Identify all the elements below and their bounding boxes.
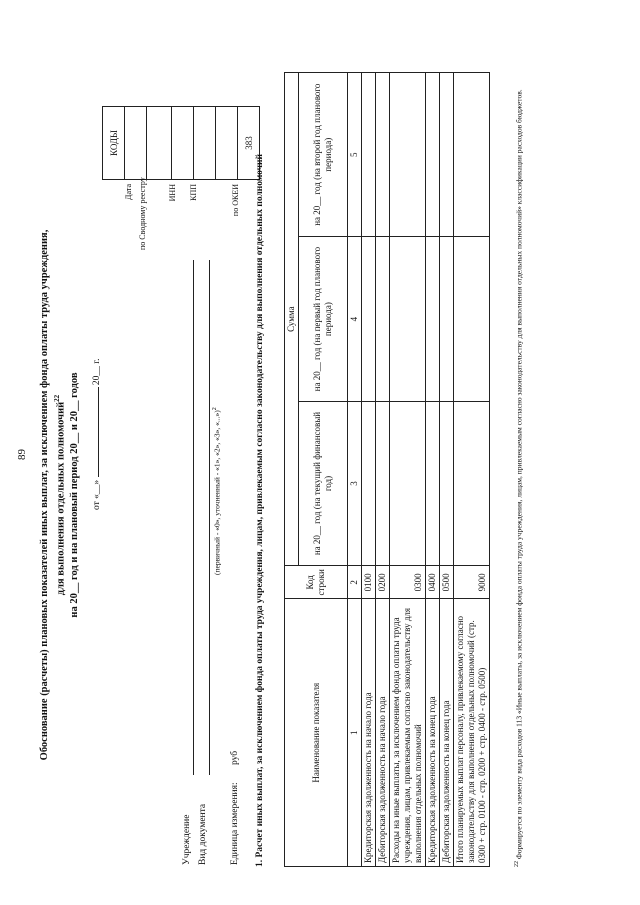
row-sum-3 — [426, 73, 440, 237]
row-sum-1 — [390, 401, 426, 565]
row-sum-3 — [362, 73, 376, 237]
row-name: Дебиторская задолженность на конец года — [440, 599, 454, 867]
header-name: Наименование показателя — [285, 599, 348, 867]
row-sum-3 — [376, 73, 390, 237]
form-title — [38, 215, 81, 775]
table-row — [440, 73, 454, 867]
title-line-2: для выполнения отдельных полномочий$^{22}$ — [53, 394, 67, 596]
code-kpp — [194, 107, 216, 180]
row-sum-1 — [362, 401, 376, 565]
row-code: 0100 — [362, 566, 376, 599]
row-name: Итого планируемых выплат персоналу, привлекаемому согласно законодательству для выполнения отдельных полномочий (стр. 0300 + стр. 0100 - стр. 0200 + стр. 0400 - стр. 0500) — [454, 599, 490, 867]
row-sum-2 — [376, 237, 390, 401]
code-label-inn: ИНН — [168, 184, 177, 202]
table-row — [376, 73, 390, 867]
row-name: Дебиторская задолженность на начало года — [376, 599, 390, 867]
row-sum-2 — [454, 237, 490, 401]
header-year-first: на 20__ год (на первый год планового периода) — [299, 237, 348, 401]
colnum-3: 3 — [348, 401, 362, 565]
row-name: Расходы на иные выплаты, за исключением фонда оплаты труда учреждения, лицам, привлекаемым согласно законодательству для выполнения отдельных полномочий — [390, 599, 426, 867]
page-number: 89 — [16, 449, 28, 460]
institution-line — [193, 260, 194, 775]
colnum-2: 2 — [348, 566, 362, 599]
code-empty — [216, 107, 238, 180]
row-code: 0200 — [376, 566, 390, 599]
doc-type-line — [209, 260, 210, 775]
code-inn — [172, 107, 194, 180]
code-label-kpp: КПП — [189, 184, 198, 201]
header-sum: Сумма — [285, 73, 299, 566]
codes-header: КОДЫ — [103, 107, 125, 180]
title-line-1: Обоснование (расчеты) плановых показателей иных выплат, за исключением фонда оплаты труда учреждения, — [39, 229, 50, 761]
row-sum-2 — [362, 237, 376, 401]
row-sum-1 — [454, 401, 490, 565]
header-year-second: на 20__ год (на второй год планового периода) — [299, 73, 348, 237]
codes-block — [102, 106, 260, 250]
unit-label: Единица измерения: — [230, 782, 240, 865]
code-label-okei: по ОКЕИ — [231, 184, 240, 217]
date-line: от «__» 20__ г. — [92, 358, 102, 510]
colnum-5: 5 — [348, 73, 362, 237]
unit-value: руб — [230, 750, 240, 765]
table-row — [426, 73, 440, 867]
code-label-registry: по Сводному реестру — [138, 177, 147, 250]
row-sum-1 — [376, 401, 390, 565]
calc-table — [284, 72, 490, 867]
row-sum-1 — [440, 401, 454, 565]
code-label-date: Дата — [124, 184, 133, 200]
institution-label: Учреждение — [182, 814, 192, 865]
row-code: 0500 — [440, 566, 454, 599]
table-row — [362, 73, 376, 867]
header-code: Код строки — [285, 566, 348, 599]
code-date — [125, 107, 147, 180]
row-sum-1 — [426, 401, 440, 565]
table-row — [390, 73, 426, 867]
row-name: Кредиторская задолженность на начало года — [362, 599, 376, 867]
row-code: 9000 — [454, 566, 490, 599]
code-registry — [147, 107, 172, 180]
row-sum-2 — [440, 237, 454, 401]
row-sum-3 — [454, 73, 490, 237]
codes-table — [102, 106, 260, 180]
footnote: $^{22}$ Формируется по элементу вида расходов 113 «Иные выплаты, за исключением фонда оплаты труда учреждения, лицам, привлекаемым согласно законодательству для выполнения отдельных полномочий» классификации расходов бюджетов. — [514, 89, 524, 867]
code-okei: 383 — [238, 107, 260, 180]
table-row — [454, 73, 490, 867]
doc-type-hint: (первичный - «0», уточненный - «1», «2», «3», «...»)$^2$ — [212, 407, 222, 575]
row-code: 0400 — [426, 566, 440, 599]
doc-type-label: Вид документа — [198, 803, 208, 865]
colnum-1: 1 — [348, 599, 362, 867]
row-code: 0300 — [390, 566, 426, 599]
row-sum-2 — [426, 237, 440, 401]
section-1-heading: 1. Расчет иных выплат, за исключением фонда оплаты труда учреждения, лицам, привлекаемым согласно законодательству для выполнения отдельных полномочий — [255, 154, 265, 867]
title-line-3: на 20__ год и на плановый период 20__ и 20__ годов — [68, 372, 80, 618]
header-year-current: на 20__ год (на текущий финансовый год) — [299, 401, 348, 565]
row-sum-3 — [440, 73, 454, 237]
row-sum-3 — [390, 73, 426, 237]
colnum-4: 4 — [348, 237, 362, 401]
row-name: Кредиторская задолженность на конец года — [426, 599, 440, 867]
row-sum-2 — [390, 237, 426, 401]
